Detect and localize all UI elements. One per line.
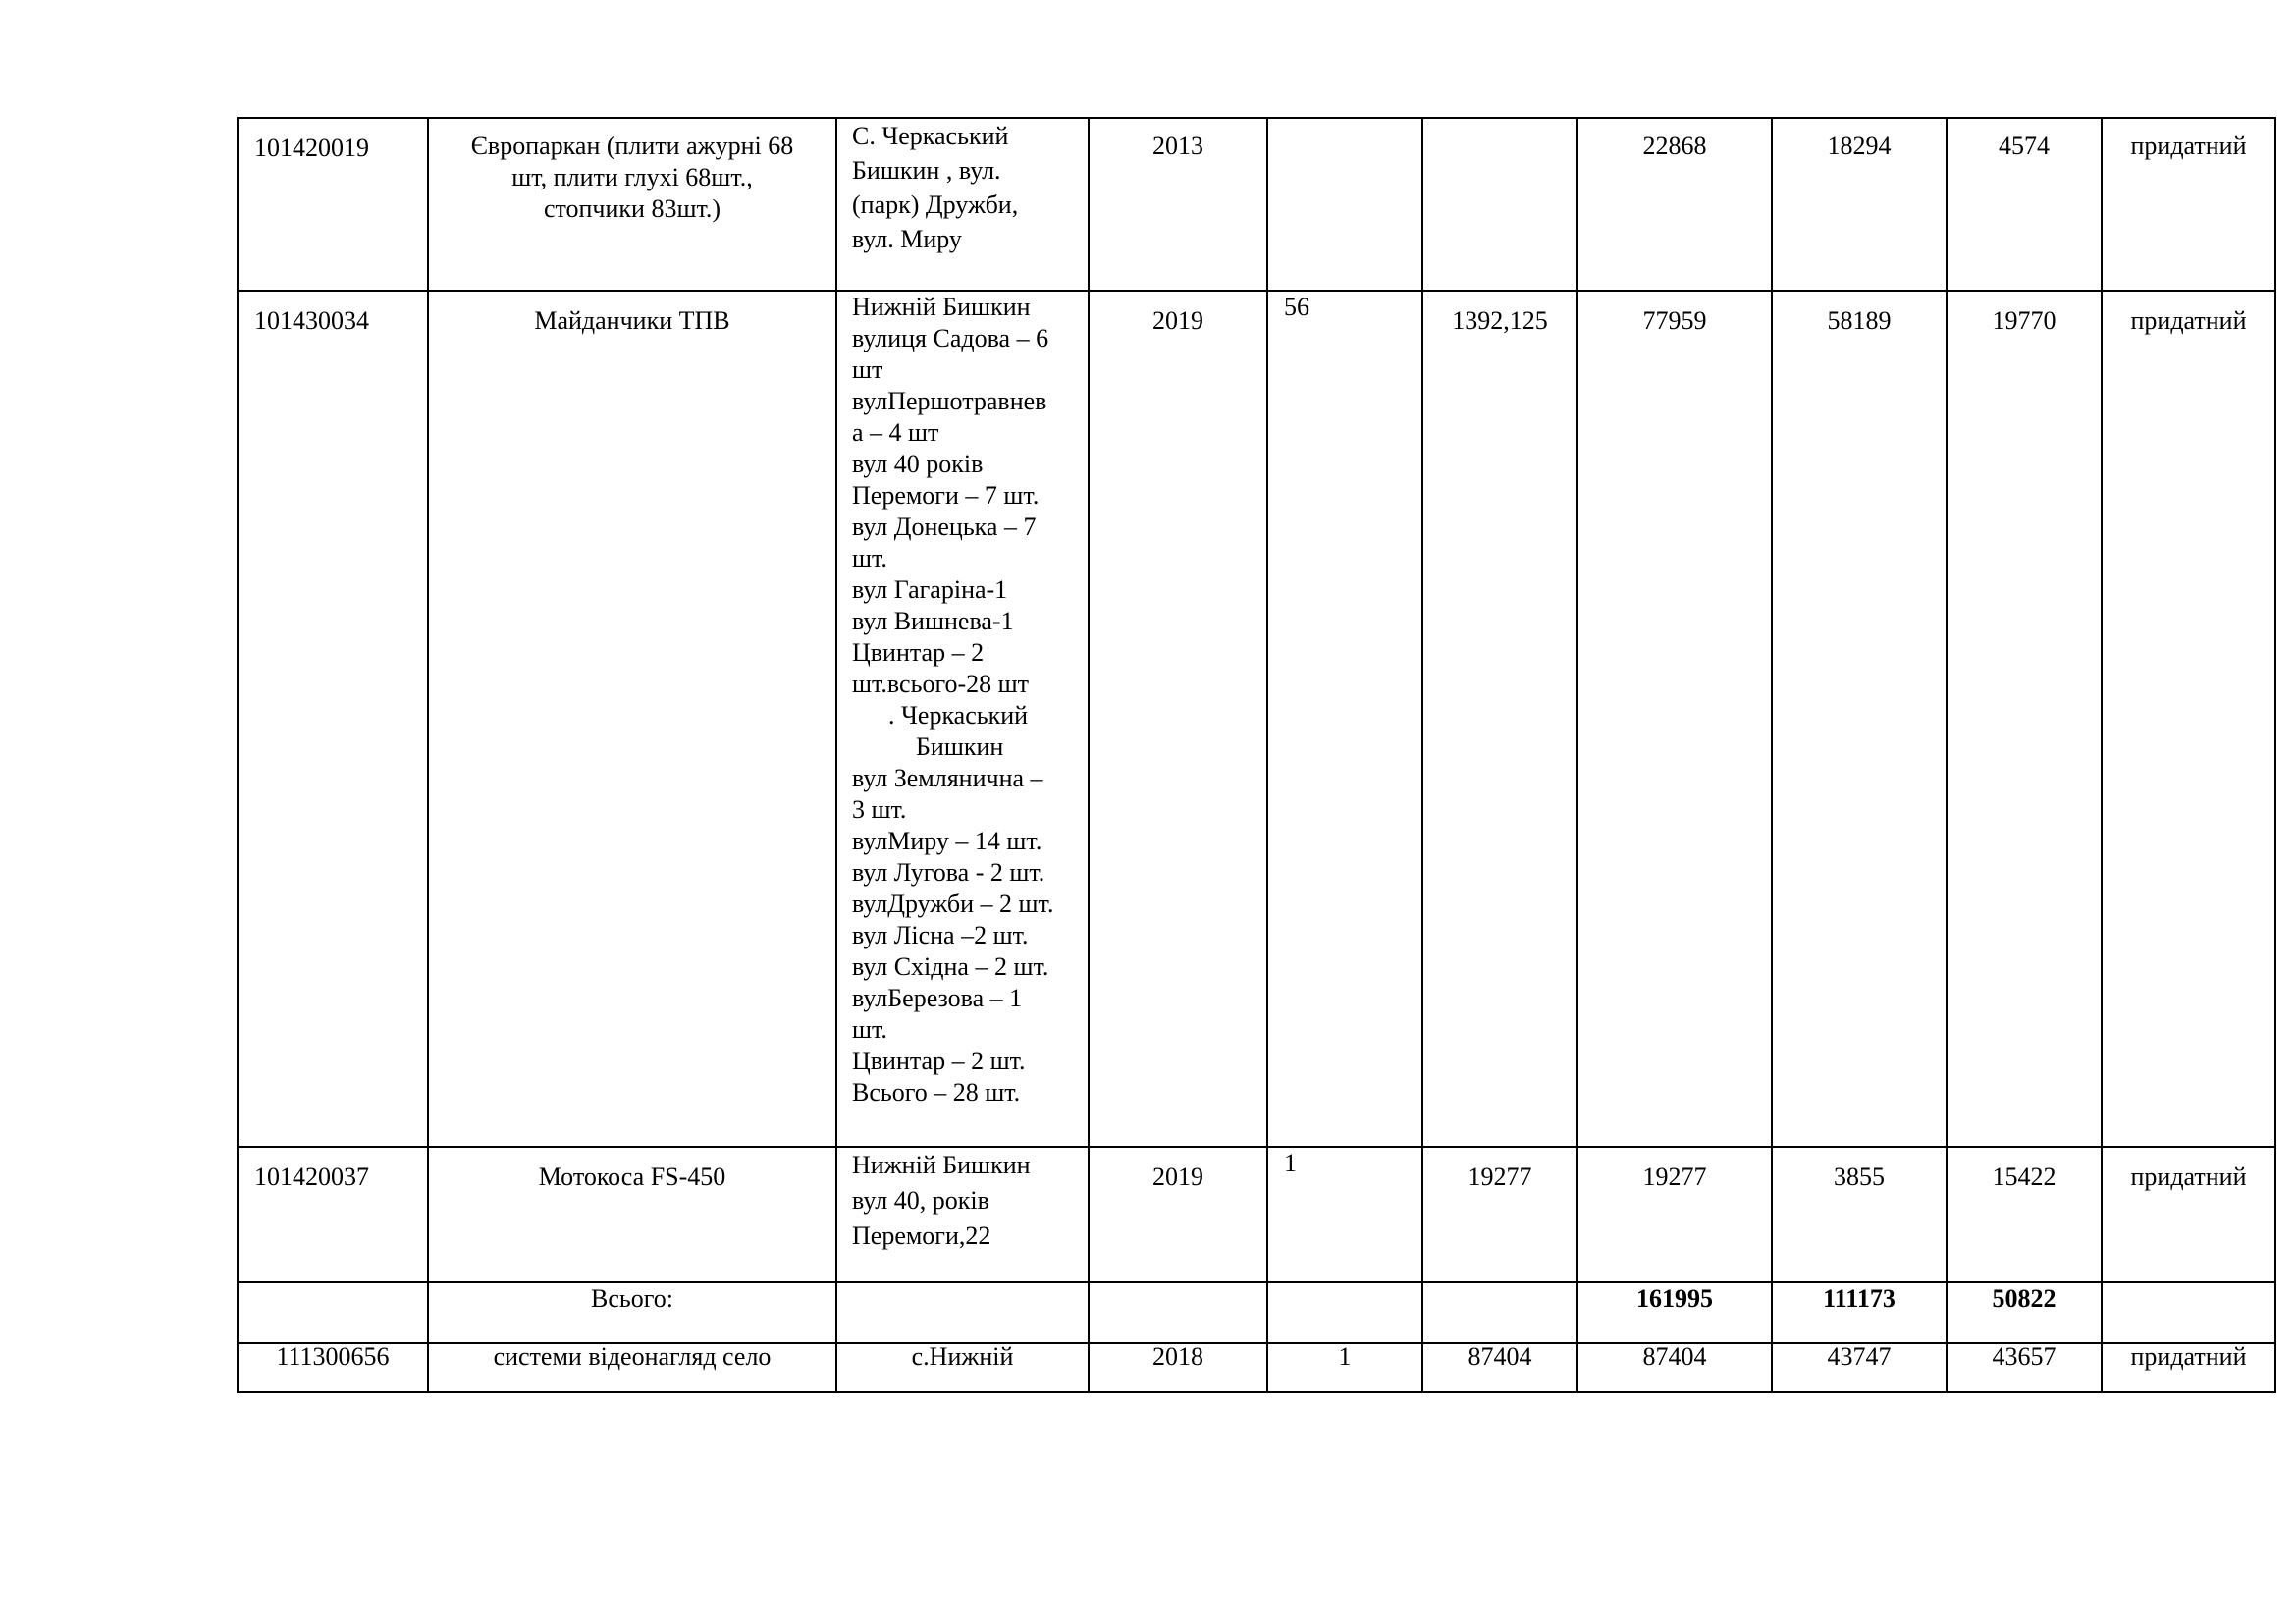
cell-empty [1267, 1282, 1422, 1343]
cell-empty [2102, 1282, 2275, 1343]
inventory-sheet [237, 117, 2274, 1393]
cell-depreciation [1772, 291, 1947, 1147]
address-line: вул 40 років [852, 450, 984, 478]
address-line: шт. [852, 1015, 887, 1044]
address-line: вул 40, років [852, 1186, 989, 1215]
address-line: вул Лугова - 2 шт. [852, 858, 1045, 887]
cell-status [2102, 118, 2275, 291]
residual-value: 19770 [1992, 306, 2056, 335]
initial-cost-value: 19277 [1642, 1163, 1707, 1191]
table-row [238, 1147, 2275, 1282]
table-row [238, 118, 2275, 291]
cell-status [2102, 1343, 2275, 1392]
cell-total-label [428, 1282, 836, 1343]
address-line: с.Нижній [911, 1342, 1014, 1371]
cell-quantity [1267, 291, 1422, 1147]
initial-cost-value: 87404 [1642, 1342, 1707, 1371]
cell-residual [1947, 1343, 2102, 1392]
address-line: Всього – 28 шт. [852, 1078, 1021, 1107]
cell-year [1089, 291, 1267, 1147]
status-value: придатний [2130, 1342, 2247, 1371]
address-line: Бишкин [916, 732, 1004, 761]
cell-unit-price [1422, 1147, 1577, 1282]
cell-inventory-code [238, 1147, 428, 1282]
cell-total-residual [1947, 1282, 2102, 1343]
address-line: 3 шт. [852, 795, 907, 824]
status-value: придатний [2130, 306, 2247, 335]
address-line: вул Східна – 2 шт. [852, 952, 1049, 981]
cell-address [836, 1147, 1089, 1282]
item-name-line: Європаркан (плити ажурні 68 [470, 132, 794, 160]
cell-quantity [1267, 1147, 1422, 1282]
item-name-line: шт, плити глухі 68шт., [511, 163, 753, 191]
address-line: вул Гагаріна-1 [852, 575, 1008, 604]
table-row [238, 291, 2275, 1147]
cell-initial-cost [1577, 1343, 1772, 1392]
initial-cost-value: 22868 [1642, 132, 1707, 160]
address-line: шт.всього-28 шт [852, 670, 1030, 698]
total-depreciation: 111173 [1823, 1284, 1896, 1313]
cell-item-name [428, 1343, 836, 1392]
cell-initial-cost [1577, 291, 1772, 1147]
address-line: шт. [852, 544, 887, 572]
cell-address [836, 1343, 1089, 1392]
cell-residual [1947, 291, 2102, 1147]
address-line: вулБерезова – 1 [852, 984, 1023, 1012]
cell-item-name [428, 118, 836, 291]
status-value: придатний [2130, 1163, 2247, 1191]
depreciation-value: 43747 [1827, 1342, 1892, 1371]
address-line: вул Землянична – [852, 764, 1043, 792]
quantity-value: 56 [1284, 293, 1309, 321]
initial-cost-value: 77959 [1642, 306, 1707, 335]
status-value: придатний [2130, 132, 2247, 160]
cell-residual [1947, 1147, 2102, 1282]
cell-quantity [1267, 118, 1422, 291]
cell-status [2102, 291, 2275, 1147]
cell-depreciation [1772, 1147, 1947, 1282]
cell-initial-cost [1577, 118, 1772, 291]
cell-empty [1089, 1282, 1267, 1343]
year-value: 2013 [1152, 132, 1203, 160]
cell-year [1089, 118, 1267, 291]
unit-price-value: 87404 [1468, 1342, 1532, 1371]
cell-empty [238, 1282, 428, 1343]
item-name: Мотокоса FS-450 [538, 1163, 726, 1191]
address-line: вул Вишнева-1 [852, 607, 1014, 635]
depreciation-value: 58189 [1827, 306, 1892, 335]
table-row [238, 1343, 2275, 1392]
year-value: 2019 [1152, 306, 1203, 335]
unit-price-value: 19277 [1468, 1163, 1532, 1191]
depreciation-value: 18294 [1827, 132, 1892, 160]
inventory-table [237, 117, 2276, 1393]
cell-empty [1422, 1282, 1577, 1343]
cell-unit-price [1422, 291, 1577, 1147]
address-line: Нижній Бишкин [852, 1151, 1031, 1179]
address-line: вулПершотравнев [852, 387, 1047, 415]
total-initial-cost: 161995 [1636, 1284, 1713, 1313]
cell-address [836, 118, 1089, 291]
year-value: 2019 [1152, 1163, 1203, 1191]
residual-value: 15422 [1992, 1163, 2056, 1191]
cell-inventory-code [238, 291, 428, 1147]
cell-empty [836, 1282, 1089, 1343]
inventory-code: 101420019 [254, 134, 369, 162]
inventory-code: 111300656 [276, 1342, 390, 1371]
cell-inventory-code [238, 1343, 428, 1392]
address-line: Нижній Бишкин [852, 293, 1031, 321]
item-name-line: стопчики 83шт.) [543, 194, 721, 223]
year-value: 2018 [1152, 1342, 1203, 1371]
inventory-code: 101430034 [254, 306, 369, 335]
depreciation-value: 3855 [1834, 1163, 1885, 1191]
address-line: вулМиру – 14 шт. [852, 827, 1042, 855]
address-line: а – 4 шт [852, 418, 939, 447]
address-line: шт [852, 355, 883, 384]
cell-year [1089, 1147, 1267, 1282]
cell-residual [1947, 118, 2102, 291]
unit-price-value: 1392,125 [1452, 306, 1548, 335]
address-line: вулДружби – 2 шт. [852, 890, 1054, 918]
address-line: Цвинтар – 2 шт. [852, 1047, 1026, 1075]
item-name: Майданчики ТПВ [534, 306, 730, 335]
cell-total-initial-cost [1577, 1282, 1772, 1343]
address-line: вул Донецька – 7 [852, 513, 1037, 541]
total-residual: 50822 [1992, 1284, 2056, 1313]
residual-value: 43657 [1992, 1342, 2056, 1371]
cell-year [1089, 1343, 1267, 1392]
cell-depreciation [1772, 1343, 1947, 1392]
address-line: Цвинтар – 2 [852, 638, 985, 667]
address-line: (парк) Дружби, [852, 190, 1019, 219]
quantity-value: 1 [1284, 1149, 1297, 1177]
cell-total-depreciation [1772, 1282, 1947, 1343]
address-line: Перемоги,22 [852, 1221, 991, 1250]
address-line: вулиця Садова – 6 [852, 324, 1049, 352]
inventory-code: 101420037 [254, 1163, 369, 1191]
address-line: С. Черкаський [852, 122, 1009, 150]
cell-initial-cost [1577, 1147, 1772, 1282]
quantity-value: 1 [1338, 1342, 1352, 1371]
residual-value: 4574 [1999, 132, 2050, 160]
address-line: вул Лісна –2 шт. [852, 921, 1029, 949]
address-line: Бишкин , вул. [852, 156, 1001, 185]
cell-unit-price [1422, 1343, 1577, 1392]
total-label: Всього: [591, 1284, 673, 1313]
address-line: вул. Миру [852, 225, 962, 253]
cell-address [836, 291, 1089, 1147]
cell-depreciation [1772, 118, 1947, 291]
item-name: системи відеонагляд село [493, 1342, 772, 1371]
address-line: Перемоги – 7 шт. [852, 481, 1040, 510]
total-row [238, 1282, 2275, 1343]
cell-unit-price [1422, 118, 1577, 291]
cell-item-name [428, 291, 836, 1147]
cell-status [2102, 1147, 2275, 1282]
cell-quantity [1267, 1343, 1422, 1392]
cell-inventory-code [238, 118, 428, 291]
address-line: . Черкаський [888, 701, 1029, 730]
cell-item-name [428, 1147, 836, 1282]
